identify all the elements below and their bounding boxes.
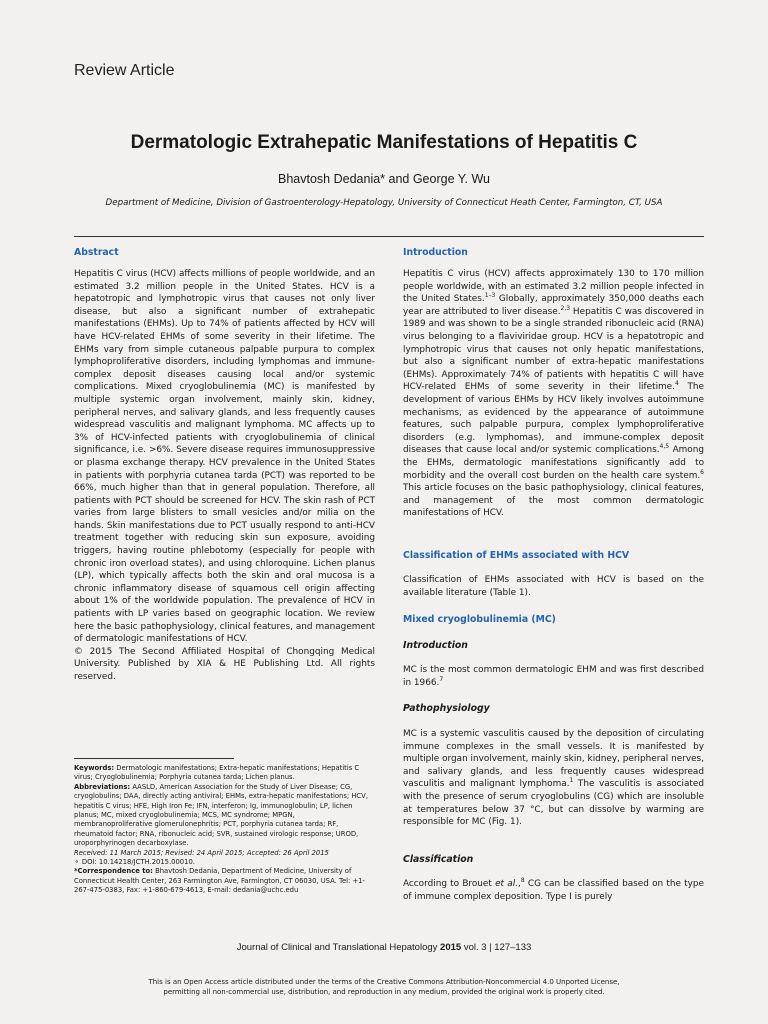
correspondence: *Correspondence to: Bhavtosh Dedania, Department of Medicine, University of Connecticut Health Center, 263 Farmington Ave, Farmington, CT 06030, USA. Tel: +1-267-475-0383, Fax: +1-860-679-4613, E-mail: dedania@uchc.edu [74, 867, 365, 895]
abstract-copyright: © 2015 The Second Affiliated Hospital of Chongqing Medical University. Published by XIA & HE Publishing Ltd. All rights reserved. [74, 646, 375, 682]
footnote-divider [74, 758, 234, 759]
mc-patho-body: MC is a systemic vasculitis caused by the deposition of circulating immune complexes in the small vessels. It is manifested by multiple organ involvement, mainly skin, kidney, peripheral nerves, and salivary glands, and less frequently causes widespread vasculitis and malignant lymphoma.$^1$ The vasculitis is associated with the presence of serum cryoglobulins (CG) which are insoluble at temperatures below 37 °C, but can dissolve by warming are responsible for MC (Fig. 1). [403, 729, 704, 828]
mc-intro-body: MC is the most common dermatologic EHM and was first described in 1966.$^7$ [403, 665, 704, 688]
introduction-body: Hepatitis C virus (HCV) affects approximately 130 to 170 million people worldwide, with an estimated 3.2 million people infected in the United States.$^{1-3}$ Globally, approximately 350,000 deaths each year are attributed to liver disease.$^{2,3}$ Hepatitis C was discovered in 1989 and was shown to be a single stranded ribonucleic acid (RNA) virus belonging to a flaviviridae group. HCV is a hepatotropic and lymphotropic virus that causes not only hepatic manifestations, but also a significant number of extra-hepatic manifestations (EHMs). Approximately 74% of patients with hepatitis C will have HCV-related EHMs of some severity in their lifetime.$^4$ The development of various EHMs by HCV likely involves autoimmune mechanisms, as evidenced by the appearance of autoimmune features, such palpable purpura, complex lymphoproliferative disorders (e.g. lymphomas), and immune-complex deposit diseases that cause local and/or systemic complications.$^{4,5}$ Among the EHMs, dermatologic manifestations significantly add to morbidity and the overall cost burden on the health care system.$^6$ This article focuses on the basic pathophysiology, clinical features, and management of the most common dermatologic manifestations of HCV. [403, 269, 704, 519]
classification-body: Classification of EHMs associated with HCV is based on the available literature (Table 1). [403, 575, 704, 598]
footnotes [74, 764, 375, 896]
article-type-label: Review Article [74, 62, 175, 79]
authors: Bhavtosh Dedania* and George Y. Wu [278, 172, 490, 186]
introduction-heading: Introduction [403, 247, 468, 258]
abstract-text: Hepatitis C virus (HCV) affects millions of people worldwide, and an estimated 3.2 million people in the United States. HCV is a hepatotropic and lymphotropic virus that causes not only liver disease, but also a significant number of extrahepatic manifestations (EHMs). Up to 74% of patients affected by HCV will have HCV-related EHMs of some severity in their lifetime. The EHMs vary from simple cutaneous palpable purpura to complex lymphoproliferative disorders, including lymphomas and immune-complex deposit diseases causing local and/or systemic complications. Mixed cryoglobulinemia (MC) is manifested by multiple systemic organ involvement, mainly skin, kidney, peripheral nerves, and salivary glands, and less frequently causes widespread vasculitis and malignant lymphoma. MC affects up to 3% of HCV-infected patients with cryoglobulinemia of clinical significance, i.e. >6%. Severe disease requires immunosuppressive or plasma exchange therapy. HCV prevalence in the United States in patients with porphyria cutanea tarda (PCT) was reported to be 66%, much higher than that in general population. Therefore, all patients with PCT should be screened for HCV. The skin rash of PCT varies from large blisters to small vesicles and/or milia on the hands. Skin manifestations due to PCT usually respond to anti-HCV treatment together with reducing skin sun exposure, avoiding triggers, having routine phlebotomy (especially for people with chronic iron overload states), and using chloroquine. Lichen planus (LP), which typically affects both the skin and oral mucosa is a chronic inflammatory disease of squamous cell origin affecting about 1% of the worldwide population. The prevalence of HCV in patients with LP varies based on geographic location. We review here the basic pathophysiology, clinical features, and management of dermatologic manifestations of HCV. [74, 269, 375, 645]
abstract-body [74, 268, 375, 684]
page-title: Dermatologic Extrahepatic Manifestations of Hepatitis C [130, 132, 638, 153]
mc-intro-heading: Introduction [403, 640, 468, 651]
classification-heading: Classification of EHMs associated with HCV [403, 550, 630, 561]
mc-heading: Mixed cryoglobulinemia (MC) [403, 614, 556, 625]
mc-class-heading: Classification [403, 854, 474, 865]
mc-class-body: According to Brouet et al.,$^8$ CG can be classified based on the type of immune complex deposition. Type I is purely [403, 877, 704, 902]
journal-footer: Journal of Clinical and Translational Hepatology 2015 vol. 3 | 127–133 [236, 942, 532, 953]
keywords: Keywords: Dermatologic manifestations; Extra-hepatic manifestations; Hepatitis C virus; Cryoglobulinemia; Porphyria cutanea tarda; Lichen planus. [74, 764, 360, 782]
abstract-heading: Abstract [74, 247, 119, 258]
dates: Received: 11 March 2015; Revised: 24 April 2015; Accepted: 26 April 2015 [74, 848, 329, 857]
mc-patho-heading: Pathophysiology [403, 703, 490, 714]
doi[interactable]: ⚬ DOI: 10.14218/JCTH.2015.00010. [74, 858, 195, 867]
abbreviations: Abbreviations: AASLD, American Association for the Study of Liver Disease; CG, cryoglobulins; DAA, directly acting antiviral; EHMs, extra-hepatic manifestations; HCV, hepatitis C virus; HFE, High Iron Fe; IFN, interferon; Ig, immunoglobulin; LP, lichen planus; MC, mixed cryoglobulinemia; MCS, MC syndrome; MPGN, membranoproliferative glomerulonephritis; PCT, porphyria cutanea tarda; RF, rheumatoid factor; RNA, ribonucleic acid; SVR, sustained virologic response; UROD, uroporphyrinogen decarboxylase. [74, 782, 368, 848]
affiliation: Department of Medicine, Division of Gastroenterology-Hepatology, University of Connecticut Heath Center, Farmington, CT, USA [105, 198, 663, 208]
doi-icon: ⚬ [74, 858, 80, 867]
header-divider [74, 236, 704, 237]
license-notice: This is an Open Access article distributed under the terms of the Creative Commons Attribution-Noncommercial 4.0 Unported License, permitting all non-commercial use, distribution, and reproduction in any medium, provided the original work is properly cited. [148, 978, 620, 996]
